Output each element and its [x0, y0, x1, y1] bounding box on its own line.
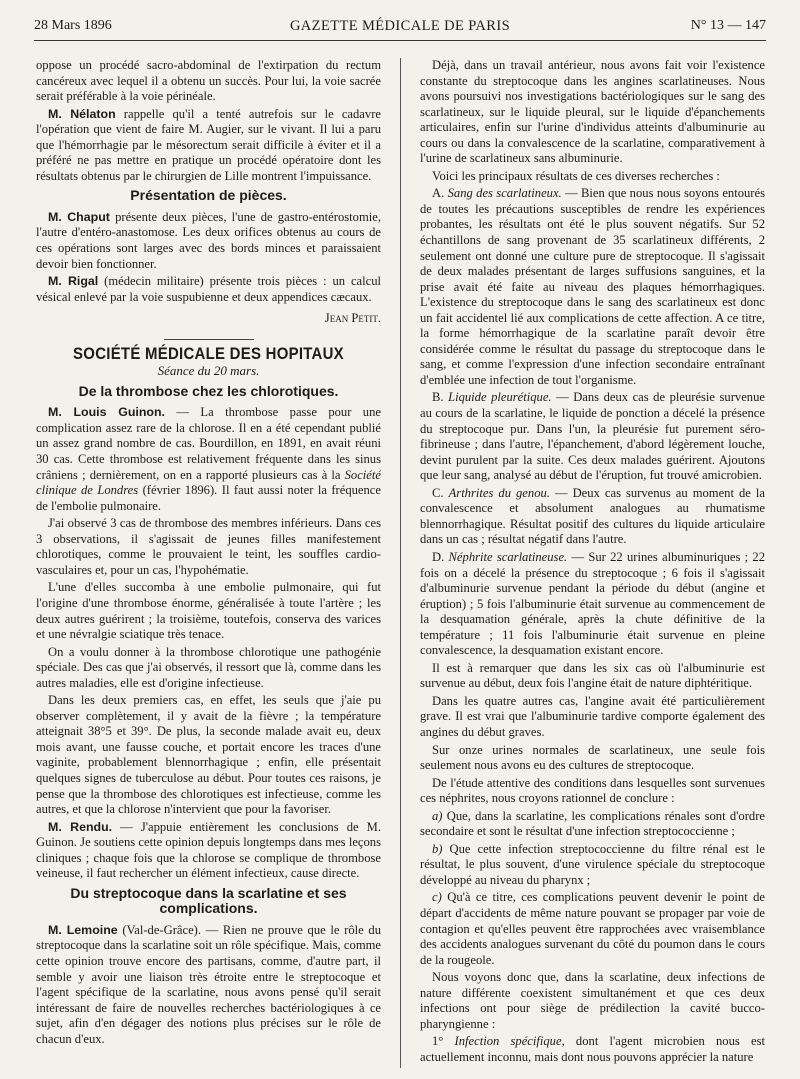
paragraph: Déjà, dans un travail antérieur, nous avons fait voir l'existence constante du streptocoque dans les angines scarlatineuses. Nous avons poursuivi nos investigations bactériologiques sur le sang des scarlatineux, sur le liquide pleural, sur le liquide d'épanchements articulaires, enfin sur l'urine d'individus atteints d'albuminurie au cours ou dans la convalescence de la scarlatine, comparativement à l'urine de scarlatineux sans albuminurie.	[420, 58, 765, 166]
paragraph: Sur onze urines normales de scarlatineux, une seule fois seulement nous avons eu des cultures de streptocoque.	[420, 742, 765, 773]
item-letter: D.	[432, 549, 445, 564]
right-column	[420, 58, 765, 1068]
item-letter: a)	[432, 808, 443, 823]
page-header	[34, 18, 766, 41]
item-title: Arthrites du genou.	[448, 485, 550, 500]
speaker-name: M. Rendu.	[48, 819, 113, 834]
section-heading: Présentation de pièces.	[130, 187, 287, 204]
issue-page-number: N° 13 — 147	[690, 18, 766, 33]
paragraph	[420, 186, 765, 388]
section-heading: Du streptocoque dans la scarlatine et ses complications.	[70, 884, 347, 917]
speaker-name: M. Chaput	[48, 209, 110, 224]
paragraph-text: Qu'à ce titre, ces complications peuvent devenir le point de départ d'accidents de même nature pouvant se propager par voie de contagion et qu'elles peuvent être rapprochées avec vraisemblance des accidents analogues survenant du côté du poumon dans le cours de la rougeole.	[420, 890, 765, 967]
paragraph	[36, 405, 381, 514]
paragraph	[420, 890, 765, 968]
item-title: Liquide pleurétique.	[448, 390, 552, 405]
paragraph	[36, 107, 381, 185]
paragraph	[36, 923, 381, 1047]
society-heading: SOCIÉTÉ MÉDICALE DES HOPITAUX	[73, 343, 344, 363]
item-number: 1°	[432, 1034, 444, 1049]
paragraph	[36, 274, 381, 305]
paragraph	[420, 550, 765, 659]
paragraph-text: — Deux cas survenus au moment de la convalescence et absolument analogues au rhumatisme blennorrhagique. Résultat positif des cultures du liquide articulaire dans un cas ; résultat négatif dans l'autre.	[420, 485, 765, 547]
item-letter: C.	[432, 485, 444, 500]
item-letter: A.	[432, 186, 445, 201]
left-column	[36, 58, 381, 1068]
paragraph	[420, 486, 765, 548]
item-letter: B.	[432, 390, 444, 405]
paragraph: Voici les principaux résultats de ces diverses recherches :	[432, 168, 720, 183]
item-title: Néphrite scarlatineuse.	[448, 549, 568, 564]
section-heading: De la thrombose chez les chlorotiques.	[78, 382, 339, 399]
italic-text: Société clinique de Londres	[36, 467, 381, 498]
paragraph-text: (médecin militaire) présente trois pièces : un calcul vésical enlevé par la voie suspubienne et deux appendices cæcaux.	[36, 274, 381, 304]
paragraph: L'une d'elles succomba à une embolie pulmonaire, qui fut l'origine d'une thrombose énorme, généralisée à toute l'artère ; les deux autres guérirent ; la troisième, toutefois, conserva des varices et une névralgie sciatique très tenace.	[36, 580, 381, 642]
paragraph: Il est à remarquer que dans les six cas où l'albuminurie est survenue au début, deux fois l'angine était de nature diphtéritique.	[420, 660, 765, 691]
speaker-name: M. Louis Guinon.	[48, 405, 165, 420]
paragraph	[420, 390, 765, 483]
paragraph-text: — La thrombose passe pour une complication assez rare de la chlorose. Il en a été cependant publié un assez grand nombre de cas. Bourdillon, en 1891, en avait réuni 30 cas. Cette thrombose est relativement fréquente dans les sinus crâniens ; dernièrement, on en a rapporté plusieurs cas à la	[36, 405, 381, 482]
paragraph: Dans les quatre autres cas, l'angine avait été particulièrement grave. Il est vrai que l'albuminurie tardive comporte également des angines du début graves.	[420, 693, 765, 739]
session-date: Séance du 20 mars.	[157, 363, 260, 379]
paragraph-text: rappelle qu'il a tenté autrefois sur le cadavre l'opération que vient de faire M. Augier, sur le vivant. Il lui a paru que l'hémorrhagie par le mésorectum serait difficile à éviter et il a préféré ne pas mettre en pratique un procédé opératoire dont les résultats obtenus par le chirurgien de Lille montrent l'impuissance.	[36, 106, 381, 183]
journal-title: GAZETTE MÉDICALE DE PARIS	[289, 18, 511, 34]
paragraph-text: (Val-de-Grâce). — Rien ne prouve que le rôle du streptocoque dans la scarlatine soit un rôle spécifique. Mais, comme cette opinion trouve encore des partisans, comme, d'autre part, il semble y avoir une liaison très étroite entre le streptocoque et l'agent spécifique de la scarlatine, nous avons pensé qu'il serait intéressant de faire de nouvelles recherches bactériologiques à ce sujet, afin d'en dégager des notions plus précises sur le rôle de chacun d'eux.	[36, 922, 381, 1046]
paragraph	[420, 842, 765, 889]
item-letter: b)	[432, 841, 443, 856]
item-title: Infection spécifique,	[454, 1034, 565, 1049]
paragraph-text: — Sur 22 urines albuminuriques ; 22 fois on a décelé la présence du streptocoque ; 6 fois il s'agissait d'albuminurie survenue pendant la période du début (angine et éruption) ; 5 fois l'albuminurie était survenue au commencement de la desquamation générale, après la chute définitive de la température ; 11 fois l'albuminurie était survenue en pleine convalescence, la desquamation existant encore.	[420, 549, 765, 658]
paragraph: oppose un procédé sacro-abdominal de l'extirpation du rectum cancéreux avec lequel il a obtenu un succès. Pour lui, la voie sacrée serait préférable à la voie périnéale.	[36, 58, 381, 104]
speaker-name: M. Nélaton	[48, 106, 116, 121]
divider-rule	[164, 339, 254, 340]
header-date: 28 Mars 1896	[34, 18, 112, 33]
author-signature: Jean Petit.	[324, 311, 381, 326]
paragraph-text: — J'appuie entièrement les conclusions de M. Guinon. Je soutiens cette opinion depuis longtemps dans mes leçons cliniques ; chaque fois que la chlorose se complique de thrombose veineuse, il faut rechercher un élément infectieux, cause directe.	[36, 819, 381, 881]
paragraph-text: présente deux pièces, l'une de gastro-entérostomie, l'autre d'entéro-anastomose. Les deux orifices obtenus au cours de ces opérations sont larges avec des bords minces et paraissaient devoir bien fonctionner.	[36, 209, 381, 271]
paragraph: J'ai observé 3 cas de thrombose des membres inférieurs. Dans ces 3 observations, il s'agissait de jeunes filles manifestement chlorotiques, comme le prouvaient le teint, les souffles cardio-vasculaires et, pour un cas, l'hypohématie.	[36, 516, 381, 577]
paragraph-text: (février 1896). Il faut aussi noter la fréquence de l'embolie pulmonaire.	[36, 483, 381, 513]
item-letter: c)	[432, 890, 442, 905]
paragraph: De l'étude attentive des conditions dans lesquelles sont survenues ces néphrites, nous croyons rationnel de conclure :	[420, 775, 765, 806]
paragraph-text: — Bien que nous nous soyons entourés de toutes les précautions susceptibles de rendre les expériences probantes, les résultats ont été le plus souvent négatifs. Sur 52 échantillons de sang provenant de 35 scarlatineux différents, 2 seulement ont donné une culture pure de streptocoque. Il s'agissait de deux malades présentant de larges suffusions sanguines, et la prise avait été faite au niveau des plaques hémorrhagiques. L'existence du streptocoque dans le sang des scarlatineux est donc un fait accidentel lié aux complications de cette affection. A ce titre, la forme hémorrhagique de la scarlatine paraît devoir être considérée comme le résultat du passage du streptocoque dans le sang, et comme l'expression d'une infection secondaire entraînant d'emblée une infection de tout l'organisme.	[420, 186, 765, 387]
paragraph-text: — Dans deux cas de pleurésie survenue au cours de la scarlatine, le liquide de ponction a décelé la présence du streptocoque pur. Dans l'un, la pleurésie fut purement séro-fibrineuse ; dans l'autre, l'épanchement, d'abord légèrement louche, devint purulent par la suite. Ces deux malades guérirent. Ajoutons que leur sang, analysé au début de l'éruption, fut trouvé amicrobien.	[420, 390, 765, 483]
paragraph: Nous voyons donc que, dans la scarlatine, deux infections de nature différente coexistent simultanément et que ces deux infections ont pour siège de prédilection la cavité bucco-pharyngienne :	[420, 970, 765, 1031]
paragraph-text: Que, dans la scarlatine, les complications rénales sont d'ordre secondaire et sont le résultat d'une infection streptococcienne ;	[420, 808, 765, 839]
paragraph	[420, 1034, 765, 1065]
paragraph-text: dont l'agent microbien nous est actuellement inconnu, mais dont nous pouvons apprécier la nature	[420, 1034, 765, 1064]
paragraph: On a voulu donner à la thrombose chlorotique une pathogénie spéciale. Des cas que j'ai observés, il ressort que là, comme dans les autres maladies, elle est d'origine infectieuse.	[36, 644, 381, 690]
speaker-name: M. Lemoine	[48, 922, 118, 937]
item-title: Sang des scarlatineux.	[447, 186, 562, 201]
column-divider	[400, 58, 401, 1068]
paragraph-text: Que cette infection streptococcienne du filtre rénal est le résultat, le plus souvent, d'une virulence spéciale du streptocoque développé au niveau du pharynx ;	[420, 841, 765, 887]
paragraph	[420, 809, 765, 840]
paragraph	[36, 210, 381, 272]
paragraph: Dans les deux premiers cas, en effet, les seuls que j'aie pu observer complètement, il y avait de la fièvre ; la température atteignait 38°5 et 39°. De plus, la seconde malade avait eu, deux mois avant, une fausse couche, et portait encore les traces d'une vaginite, probablement blennorrhagique ; enfin, elle présentait quelques signes de tuberculose au début. Pour toutes ces raisons, je pense que la thrombose des chlorotiques est infectieuse, comme les autres, et que la chlorose n'intervient que pour la favoriser.	[36, 693, 381, 817]
paragraph	[36, 820, 381, 882]
speaker-name: M. Rigal	[48, 274, 99, 289]
